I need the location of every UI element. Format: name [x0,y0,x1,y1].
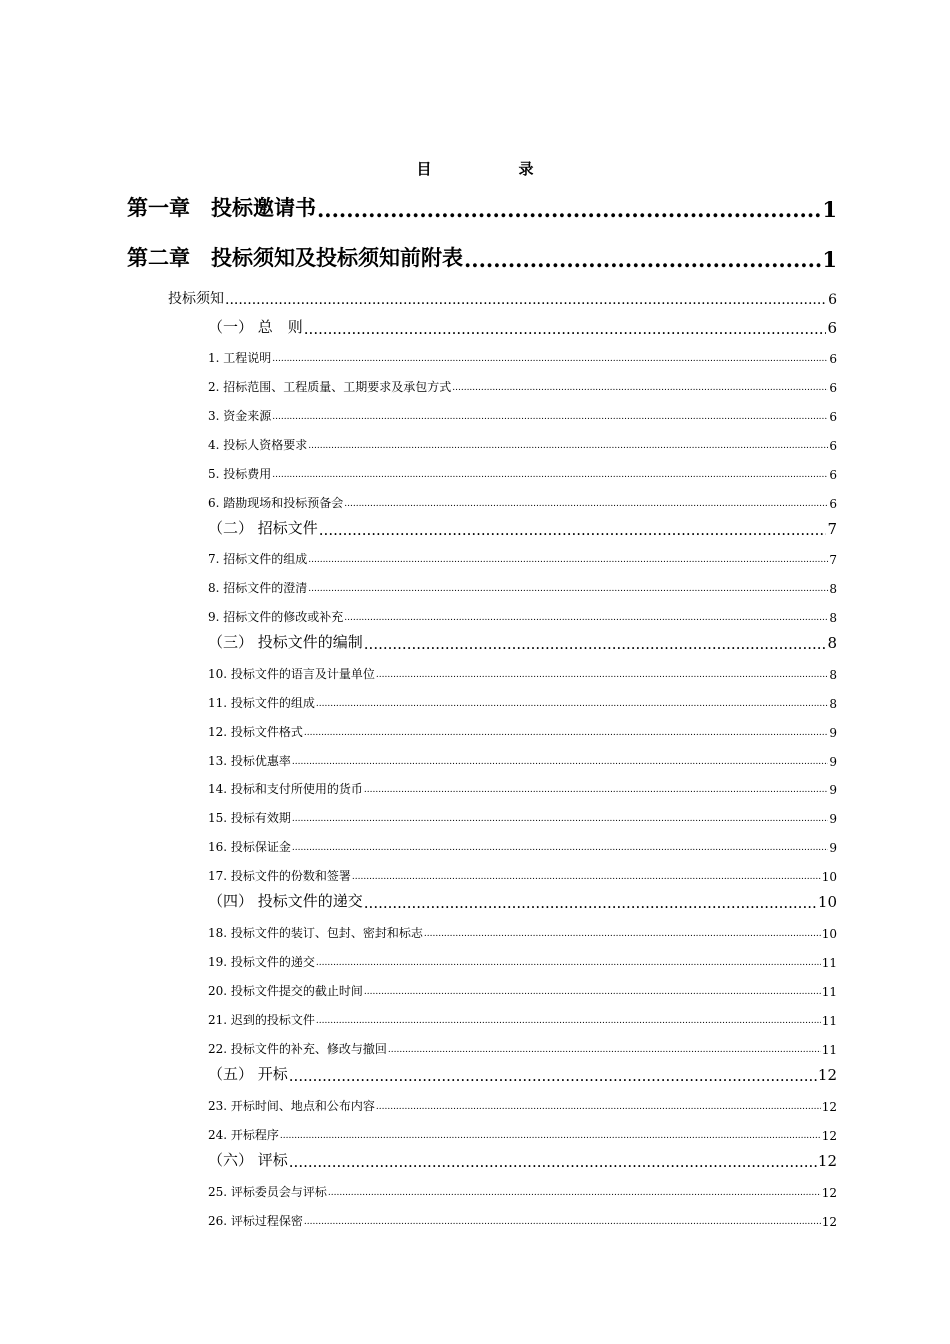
dot-leader [225,292,827,308]
toc-entry[interactable] [208,923,837,941]
toc-entry-label: （四） 投标文件的递交 [208,892,363,910]
dot-leader [344,497,828,511]
toc-page-number: 1 [822,197,837,222]
toc-page-number: 1 [822,247,837,272]
toc-page-number: 7 [829,553,837,567]
toc-chapter-entry[interactable] [127,192,837,222]
toc-page-number: 9 [829,726,837,740]
dot-leader [317,197,821,222]
toc-entry[interactable] [208,1211,837,1229]
toc-entry[interactable] [208,722,837,740]
toc-page-number: 6 [829,468,837,482]
toc-entry-label: （六） 评标 [208,1151,288,1169]
dot-leader [364,895,817,911]
toc-entry-label: 24. 开标程序 [208,1128,279,1142]
toc-entry[interactable] [208,808,837,826]
toc-entry-label: 20. 投标文件提交的截止时间 [208,984,363,998]
dot-leader [316,956,821,970]
toc-entry-label: 25. 评标委员会与评标 [208,1185,327,1199]
toc-entry-label: 23. 开标时间、地点和公布内容 [208,1099,375,1113]
toc-page-number: 6 [827,319,837,337]
dot-leader [289,1154,817,1170]
dot-leader [304,1215,821,1229]
toc-entry[interactable] [208,1096,837,1114]
toc-entry[interactable] [208,406,837,424]
toc-page-number: 6 [829,381,837,395]
toc-section-entry[interactable] [208,1064,837,1084]
toc-entry-label: 11. 投标文件的组成 [208,696,315,710]
toc-entry[interactable] [208,837,837,855]
toc-entry[interactable] [208,1182,837,1200]
dot-leader [464,247,821,272]
toc-page-number: 12 [821,1186,837,1200]
toc-section-entry[interactable] [208,317,837,337]
dot-leader [292,812,828,826]
toc-entry-label: （三） 投标文件的编制 [208,633,363,651]
toc-page-number: 9 [829,812,837,826]
toc-entry-label: 15. 投标有效期 [208,811,291,825]
toc-page-number: 6 [829,352,837,366]
toc-entry-label: 3. 资金来源 [208,409,272,423]
toc-page-number: 11 [821,1014,837,1028]
toc-page-number: 10 [821,927,837,941]
toc-page-number: 12 [817,1152,837,1170]
toc-page-number: 11 [821,956,837,970]
toc-entry[interactable] [208,377,837,395]
toc-page-number: 8 [829,611,837,625]
dot-leader [364,783,828,797]
toc-entry[interactable] [208,1010,837,1028]
toc-entry[interactable] [208,866,837,884]
dot-leader [328,1186,821,1200]
toc-entry-label: 8. 招标文件的澄清 [208,581,308,595]
toc-entry[interactable] [208,435,837,453]
toc-section-entry[interactable] [208,632,837,652]
toc-entry-label: 10. 投标文件的语言及计量单位 [208,667,375,681]
dot-leader [388,1043,821,1057]
toc-entry[interactable] [208,693,837,711]
toc-entry[interactable] [208,779,837,797]
toc-entry[interactable] [208,493,837,511]
toc-entry-label: 7. 招标文件的组成 [208,552,308,566]
toc-entry-label: 1. 工程说明 [208,351,272,365]
dot-leader [304,726,828,740]
toc-entry[interactable] [168,288,837,308]
toc-entry-label: 5. 投标费用 [208,467,272,481]
toc-entry[interactable] [208,981,837,999]
toc-entry-label: 16. 投标保证金 [208,840,291,854]
toc-entry-label: 21. 迟到的投标文件 [208,1013,315,1027]
dot-leader [364,636,827,652]
toc-entry-label: （一） 总 则 [208,318,303,336]
toc-page-number: 12 [817,1066,837,1084]
toc-page-number: 11 [821,1043,837,1057]
toc-chapter-entry[interactable] [127,242,837,272]
toc-page-number: 11 [821,985,837,999]
toc-entry-label: 22. 投标文件的补充、修改与撤回 [208,1042,387,1056]
toc-page-number: 6 [829,410,837,424]
toc-entry[interactable] [208,464,837,482]
dot-leader [272,352,828,366]
dot-leader [316,697,828,711]
toc-entry-label: 4. 投标人资格要求 [208,438,308,452]
toc-page-number: 10 [817,893,837,911]
toc-entry-label: 14. 投标和支付所使用的货币 [208,782,363,796]
dot-leader [316,1014,821,1028]
toc-page-number: 12 [821,1129,837,1143]
toc-page-number: 8 [829,697,837,711]
toc-section-entry[interactable] [208,518,837,538]
toc-section-entry[interactable] [208,891,837,911]
toc-page-number: 8 [827,634,837,652]
dot-leader [304,321,827,337]
toc-entry[interactable] [208,549,837,567]
toc-page-number: 8 [829,582,837,596]
toc-entry-label: （五） 开标 [208,1065,288,1083]
dot-leader [292,841,828,855]
toc-section-entry[interactable] [208,1150,837,1170]
toc-entry-label: 6. 踏勘现场和投标预备会 [208,496,344,510]
toc-entry[interactable] [208,751,837,769]
toc-page-number: 9 [829,755,837,769]
toc-page-number: 12 [821,1215,837,1229]
toc-entry[interactable] [208,664,837,682]
dot-leader [352,870,821,884]
toc-entry-label: 17. 投标文件的份数和签署 [208,869,351,883]
toc-page-number: 10 [821,870,837,884]
dot-leader [280,1129,821,1143]
dot-leader [308,553,828,567]
toc-entry-label: 2. 招标范围、工程质量、工期要求及承包方式 [208,380,452,394]
toc-entry-label: 18. 投标文件的装订、包封、密封和标志 [208,926,423,940]
toc-page-number: 9 [829,783,837,797]
dot-leader [376,668,828,682]
toc-entry-label: 9. 招标文件的修改或补充 [208,610,344,624]
toc-entry[interactable] [208,952,837,970]
dot-leader [272,468,828,482]
dot-leader [308,439,828,453]
toc-entry-label: 13. 投标优惠率 [208,754,291,768]
dot-leader [272,410,828,424]
toc-entry[interactable] [208,578,837,596]
dot-leader [344,611,828,625]
toc-entry-label: 第二章 投标须知及投标须知前附表 [127,245,463,270]
dot-leader [292,755,828,769]
toc-entry-label: 12. 投标文件格式 [208,725,303,739]
toc-page-number: 12 [821,1100,837,1114]
toc-entry-label: 投标须知 [168,291,224,307]
toc-page-number: 6 [829,439,837,453]
dot-leader [364,985,821,999]
toc-entry-label: （二） 招标文件 [208,519,318,537]
toc-title: 目 录 [416,160,570,178]
dot-leader [376,1100,821,1114]
toc-entry-label: 第一章 投标邀请书 [127,195,316,220]
dot-leader [308,582,828,596]
toc-entry-label: 19. 投标文件的递交 [208,955,315,969]
toc-entry[interactable] [208,348,837,366]
toc-page-number: 6 [828,292,837,308]
dot-leader [289,1068,817,1084]
dot-leader [424,927,821,941]
toc-entry[interactable] [208,1039,837,1057]
toc-entry[interactable] [208,607,837,625]
toc-entry-label: 26. 评标过程保密 [208,1214,303,1228]
dot-leader [452,381,828,395]
toc-page-number: 8 [829,668,837,682]
toc-page-number: 7 [827,520,837,538]
toc-page-number: 9 [829,841,837,855]
dot-leader [319,522,827,538]
toc-entry[interactable] [208,1125,837,1143]
toc-page-number: 6 [829,497,837,511]
